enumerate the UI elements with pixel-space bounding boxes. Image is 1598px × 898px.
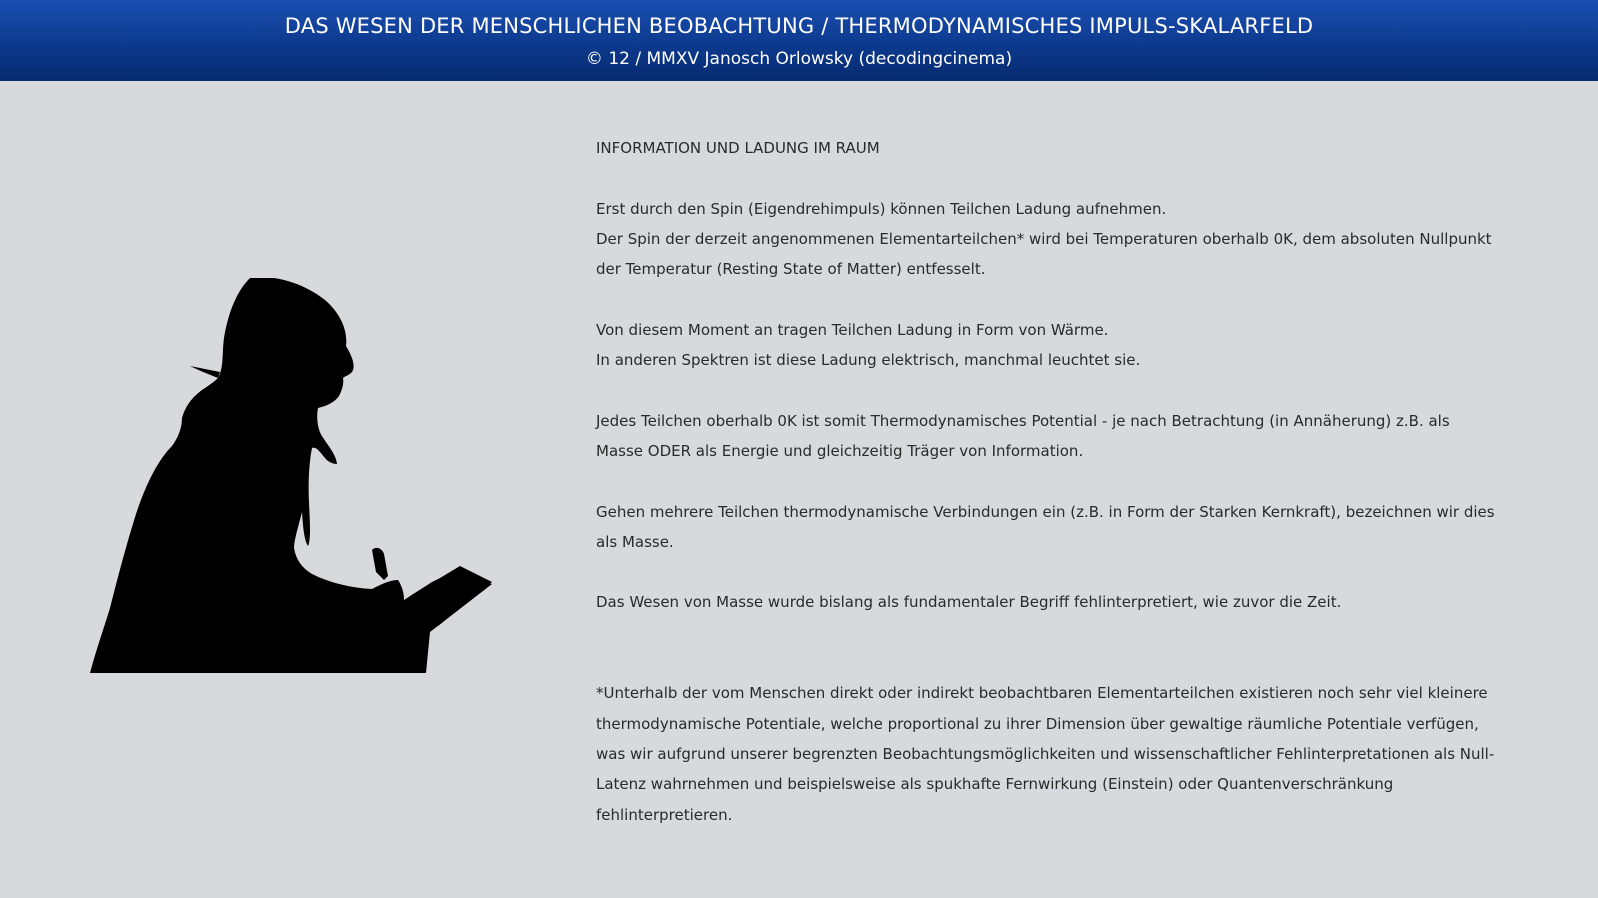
paragraph-line: der Temperatur (Resting State of Matter) entfesselt. bbox=[596, 260, 986, 279]
footnote-line: *Unterhalb der vom Menschen direkt oder indirekt beobachtbaren Elementarteilchen existieren noch sehr viel kleinere bbox=[596, 684, 1488, 703]
footnote-line: was wir aufgrund unserer begrenzten Beobachtungsmöglichkeiten und wissenschaftlicher Fehlinterpretationen als Null- bbox=[596, 744, 1495, 763]
paragraph-line: Von diesem Moment an tragen Teilchen Ladung in Form von Wärme. bbox=[596, 320, 1109, 339]
paragraph-line: Masse ODER als Energie und gleichzeitig Träger von Information. bbox=[596, 441, 1084, 460]
paragraph-line: Der Spin der derzeit angenommenen Elementarteilchen* wird bei Temperaturen oberhalb 0K, dem absoluten Nullpunkt bbox=[596, 229, 1492, 248]
copyright-subtitle: © 12 / MMXV Janosch Orlowsky (decodingcinema) bbox=[585, 49, 1013, 69]
section-heading: INFORMATION UND LADUNG IM RAUM bbox=[596, 139, 880, 157]
paragraph-line: Das Wesen von Masse wurde bislang als fundamentaler Begriff fehlinterpretiert, wie zuvor die Zeit. bbox=[596, 593, 1342, 612]
paragraph-line: als Masse. bbox=[596, 532, 674, 551]
paragraph-line: Gehen mehrere Teilchen thermodynamische Verbindungen ein (z.B. in Form der Starken Kernkraft), bezeichnen wir dies bbox=[596, 502, 1495, 521]
paragraph-line: Erst durch den Spin (Eigendrehimpuls) können Teilchen Ladung aufnehmen. bbox=[596, 199, 1167, 218]
footnote-line: thermodynamische Potentiale, welche proportional zu ihrer Dimension über gewaltige räumliche Potentiale verfügen, bbox=[596, 714, 1479, 733]
footnote-line: fehlinterpretieren. bbox=[596, 805, 733, 824]
person-writing-silhouette-icon bbox=[90, 278, 510, 673]
footnote-line: Latenz wahrnehmen und beispielsweise als spukhafte Fernwirkung (Einstein) oder Quantenverschränkung bbox=[596, 775, 1394, 794]
title-banner bbox=[0, 0, 1598, 81]
paragraph-line: Jedes Teilchen oberhalb 0K ist somit Thermodynamisches Potential - je nach Betrachtung (in Annäherung) z.B. als bbox=[596, 411, 1450, 430]
article-text bbox=[596, 133, 1526, 830]
paragraph-line: In anderen Spektren ist diese Ladung elektrisch, manchmal leuchtet sie. bbox=[596, 351, 1141, 370]
page-title: DAS WESEN DER MENSCHLICHEN BEOBACHTUNG / THERMODYNAMISCHES IMPULS-SKALARFELD bbox=[284, 14, 1314, 38]
